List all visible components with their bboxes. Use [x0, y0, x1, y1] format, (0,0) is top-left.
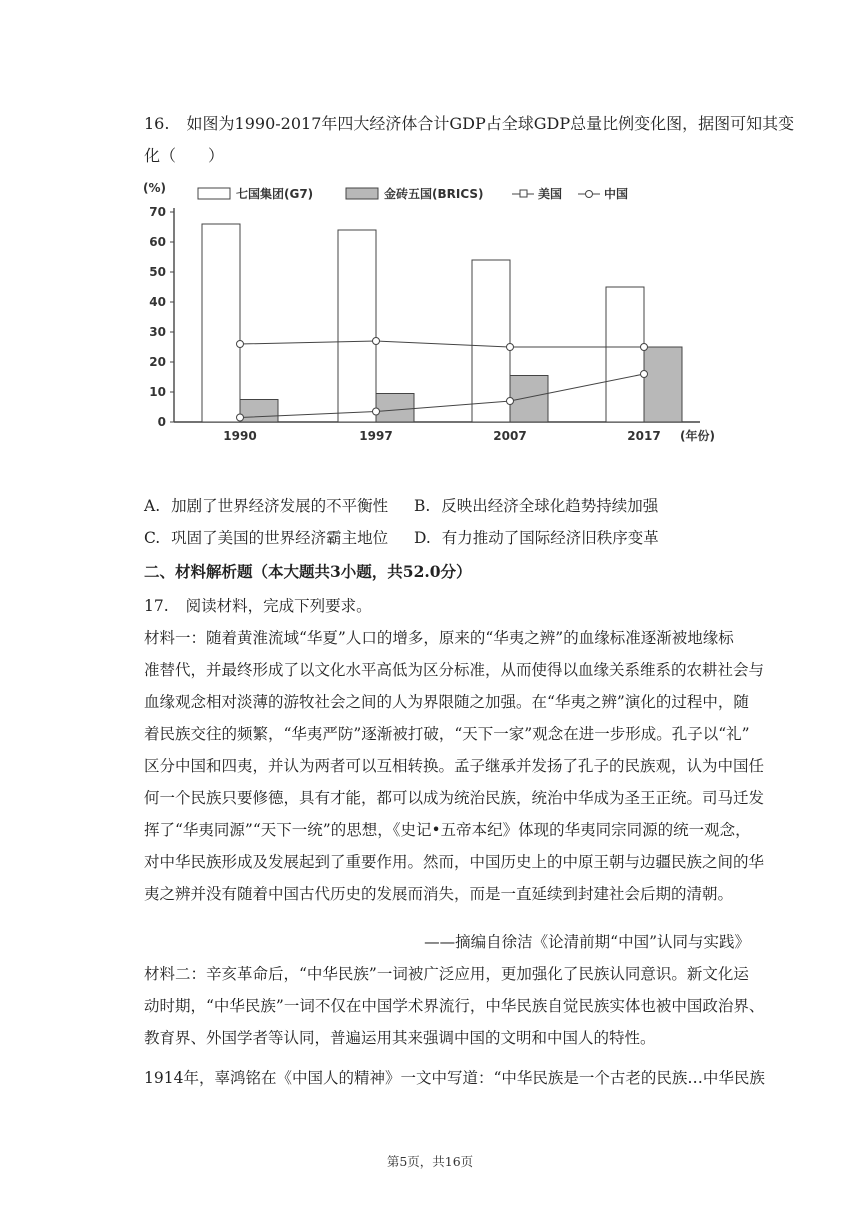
bar-g7: [338, 230, 376, 422]
material-2-line: 教育界、外国学者等认同，普遍运用其来强调中国的文明和中国人的特性。: [144, 1029, 656, 1047]
legend-swatch-g7: [198, 188, 230, 199]
option-d[interactable]: [414, 528, 659, 548]
x-tick-label: 1990: [223, 429, 257, 443]
question-16-line-2: 化（ ）: [144, 146, 225, 165]
legend-marker-usa: [520, 190, 527, 197]
question-prompt: 阅读材料，完成下列要求。: [185, 597, 372, 615]
point-usa: [373, 338, 380, 345]
legend-marker-china: [586, 191, 593, 198]
y-tick-label: 40: [149, 295, 166, 309]
option-c-text: 巩固了美国的世界经济霸主地位: [171, 529, 389, 547]
legend-swatch-brics: [346, 188, 378, 199]
y-axis-label: (%): [143, 181, 166, 195]
option-b-text: 反映出经济全球化趋势持续加强: [441, 497, 659, 515]
bar-brics: [240, 400, 278, 423]
material-1-source: ——摘编自徐洁《论清前期“中国”认同与实践》: [424, 933, 750, 951]
y-tick-label: 50: [149, 265, 166, 279]
bar-g7: [606, 287, 644, 422]
y-tick-label: 60: [149, 235, 166, 249]
material-2-line: 材料二：辛亥革命后，“中华民族”一词被广泛应用，更加强化了民族认同意识。新文化运: [144, 965, 749, 983]
gdp-share-chart: [140, 176, 740, 472]
material-1-line: 挥了“华夷同源”“天下一统”的思想，《史记•五帝本纪》体现的华夷同宗同源的统一观念，: [144, 821, 751, 839]
material-1-line: 夷之辨并没有随着中国古代历史的发展而消失，而是一直延续到封建社会后期的清朝。: [144, 885, 734, 903]
y-tick-label: 70: [149, 205, 166, 219]
point-usa: [237, 341, 244, 348]
question-number: 17.: [144, 597, 169, 615]
option-b-letter: B.: [414, 497, 431, 515]
question-number: 16.: [144, 114, 170, 133]
point-china: [507, 398, 514, 405]
option-d-text: 有力推动了国际经济旧秩序变革: [441, 529, 659, 547]
point-china: [641, 371, 648, 378]
bar-brics: [510, 376, 548, 423]
legend-label-usa: 美国: [538, 187, 563, 201]
x-tick-label: 1997: [359, 429, 393, 443]
option-a-text: 加剧了世界经济发展的不平衡性: [171, 497, 389, 515]
legend-label-china: 中国: [604, 187, 629, 201]
material-2-line: 1914年，辜鸿铭在《中国人的精神》一文中写道：“中华民族是一个古老的民族…中华民族: [144, 1069, 765, 1087]
material-1-line: 材料一：随着黄淮流域“华夏”人口的增多，原来的“华夷之辨”的血缘标准逐渐被地缘标: [144, 629, 734, 647]
line-china: [240, 374, 644, 418]
question-17: [144, 596, 372, 616]
option-d-letter: D.: [414, 529, 431, 547]
point-china: [237, 414, 244, 421]
x-axis-label: (年份): [680, 429, 715, 443]
material-2-line: 动时期，“中华民族”一词不仅在中国学术界流行，中华民族自觉民族实体也被中国政治界、: [144, 997, 765, 1015]
bar-g7: [472, 260, 510, 422]
y-tick-label: 10: [149, 385, 166, 399]
legend-label-brics: 金砖五国(BRICS): [384, 187, 484, 201]
option-c-letter: C.: [144, 529, 161, 547]
option-a[interactable]: [144, 496, 388, 516]
line-usa: [240, 341, 644, 347]
point-usa: [507, 344, 514, 351]
x-tick-label: 2007: [493, 429, 527, 443]
material-1-line: 着民族交往的频繁，“华夷严防”逐渐被打破，“天下一家”观念在进一步形成。孔子以“礼”: [144, 725, 750, 743]
material-1-line: 血缘观念相对淡薄的游牧社会之间的人为界限随之加强。在“华夷之辨”演化的过程中，随: [144, 693, 749, 711]
point-china: [373, 408, 380, 415]
y-tick-label: 0: [157, 415, 166, 429]
x-tick-label: 2017: [627, 429, 661, 443]
option-b[interactable]: [414, 496, 658, 516]
point-usa: [641, 344, 648, 351]
question-text: 如图为1990-2017年四大经济体合计GDP占全球GDP总量比例变化图，据图可知其变: [186, 114, 795, 133]
y-tick-label: 30: [149, 325, 166, 339]
legend-label-g7: 七国集团(G7): [236, 187, 314, 201]
page-footer: 第5页，共16页: [386, 1154, 474, 1169]
question-16-line-1: [144, 114, 794, 134]
material-1-line: 对中华民族形成及发展起到了重要作用。然而，中国历史上的中原王朝与边疆民族之间的华: [144, 853, 765, 871]
bar-brics: [376, 394, 414, 423]
section-heading: 二、材料解析题（本大题共3小题，共52.0分）: [144, 562, 472, 581]
material-1-line: 准替代，并最终形成了以文化水平高低为区分标准，从而使得以血缘关系维系的农耕社会与: [144, 661, 765, 679]
y-tick-label: 20: [149, 355, 166, 369]
bar-brics: [644, 347, 682, 422]
option-c[interactable]: [144, 528, 388, 548]
material-1-line: 区分中国和四夷，并认为两者可以互相转换。孟子继承并发扬了孔子的民族观，认为中国任: [144, 757, 765, 775]
bar-g7: [202, 224, 240, 422]
material-1-line: 何一个民族只要修德，具有才能，都可以成为统治民族，统治中华成为圣王正统。司马迁发: [144, 789, 765, 807]
option-a-letter: A.: [144, 497, 161, 515]
